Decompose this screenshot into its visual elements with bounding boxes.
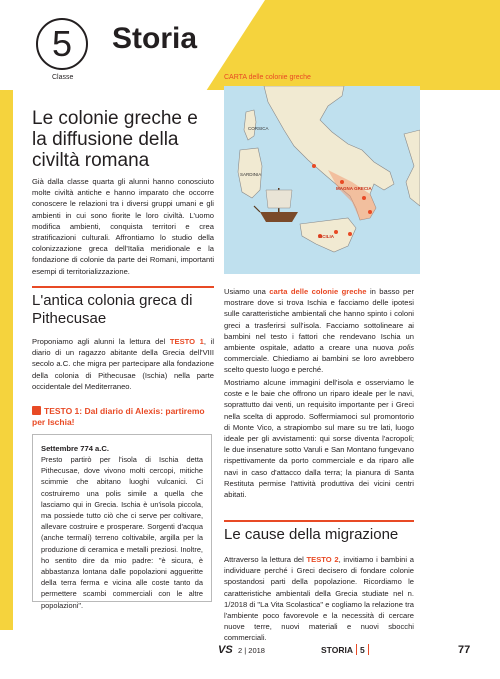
text-span: polis (398, 343, 414, 353)
map-label-sardinia: SARDINIA (240, 172, 262, 177)
text-span: , il diario di un ragazzo abitante della Grecia dell'VIII secolo a.C. che migra per partecipare alla fondazione della colonia di Pithecusae (Ischia) nella parte occidentale del Mediterraneo. (32, 337, 215, 391)
section1-paragraph (32, 336, 214, 392)
section-title-migration: Le cause della migrazione (224, 526, 399, 543)
section-rule (32, 286, 214, 288)
footer-logo: VS (218, 644, 233, 656)
map-colony-dot (340, 180, 344, 184)
testo1-label (32, 406, 212, 428)
testo2-reference: TESTO 2 (306, 555, 339, 564)
text-span: commerciale. Chiediamo ai bambini se loro avrebbero scelto questo luogo e perché. (224, 354, 414, 375)
map-colony-dot (348, 232, 352, 236)
map-caption: CARTA delle colonie greche (224, 74, 311, 81)
text-span: , invitiamo i bambini a individuare perché i Greci decisero di fondare colonie spostandosi parti della popolazione. Ricordiamo le caratteristiche ambientali della Grecia studiate nel n. 1/2018 di "La Vita Scolastica" e cogliamo la relazione tra l'ambiente poco favorevole e la necessità di cercare nuove terre, nuovi materiali e nuovi sbocchi commerciali. (224, 555, 414, 643)
testo1-reference: TESTO 1 (169, 337, 204, 346)
section-title-pithecusae: L'antica colonia greca di Pithecusae (32, 292, 193, 327)
map-colony-dot (312, 164, 316, 168)
map-label-sicilia: SICILIA (318, 234, 335, 239)
footer-separator (356, 644, 357, 655)
map-colony-dot (334, 230, 338, 234)
map-reference: carta delle colonie greche (269, 287, 367, 296)
right-paragraph-1 (224, 286, 414, 376)
class-number-badge: 5 (36, 18, 88, 70)
section-rule (224, 520, 414, 522)
text-span: Attraverso la lettura del (224, 555, 307, 564)
footer-issue: 2 | 2018 (238, 646, 265, 655)
document-icon (32, 406, 41, 415)
testo1-date: Settembre 774 a.C. (41, 444, 109, 453)
page-number: 77 (458, 644, 471, 656)
footer-subject: STORIA (321, 645, 353, 655)
article-title: Le colonie greche e la diffusione della civiltà romana (32, 108, 198, 171)
text-span: Proponiamo agli alunni la lettura del (32, 337, 170, 346)
footer-separator (368, 644, 369, 655)
footer-class: 5 (360, 645, 365, 655)
right-paragraph-2: Mostriamo alcune immagini dell'isola e osserviamo le coste e le baie che offrono un riparo ideale per le navi, soprattutto dai venti, un requisito importante per i Greci nella scelta di approdo. Soffermiamoci sul promontorio di Monte Vico, a strapiombo sul mare su tre lati, luogo ideale per gli avvistamenti: qui sorse diventa l'acropoli; le due insenature sotto Varuli e San Montano fungevano rispettivamente da porto commerciale e da riparo alle navi in caso d'attacco dalla terra; la pianura di Santa Restituta permise l'attività produttiva dei vicini centri abitati. (224, 378, 414, 500)
text-span: Usiamo una (224, 287, 270, 296)
map-label-corsica: CORSICA (248, 126, 269, 131)
text-span: in basso per mostrare dove si trova Ischia e facciamo delle ipotesi sulle caratteristiche ambientali che hanno spinto i coloni greci a trasferirsi sull'isola. Facciamo sottolineare ai bambini nel testo i fattori che rendevano Ischia un ambiente ospitale, adatto a creare una nuova (224, 287, 414, 353)
testo1-body: Presto partirò per l'isola di Ischia detta Pithecusae, dove vivono molti cercopi, mitiche scimmie che abitano luoghi vulcanici. Ci costruiremo una polis simile a quella che lasciamo qui in Grecia. Ischia è un'isola piccola, ma possiede tutto ciò che ci serve per coltivare, allevare costruire e prosperare. Sorgenti d'acqua (anche termali) terreno coltivabile, argilla per la produzione di ceramica e metalli preziosi. Inoltre, ho sentito dire da mio padre: "è sicura, è abbastanza lontana dalle popolazioni aggueritte della terra ferma e vicina alle coste tanto da permettere scambi commerciali con le altre popolazioni". (41, 455, 203, 610)
testo1-box (32, 434, 212, 610)
greek-colonies-map (224, 86, 420, 274)
map-colony-dot (362, 196, 366, 200)
class-label: Classe (52, 74, 74, 81)
intro-paragraph: Già dalla classe quarta gli alunni hanno conosciuto molte civiltà antiche e hanno imparato che occorre conoscere le relazioni tra i diversi gruppi umani e gli ambienti in cui sono fiorite le loro civiltà. L'uomo modifica ambienti, conquista territori e crea stratificazioni culturali. Affrontiamo lo studio della colonizzazione greca dell'Italia meridionale e la fondazione di colonie da parte dei Romani, importanti esempi di territorializzazione. (32, 177, 214, 276)
left-accent-bar (0, 90, 13, 630)
subject-title: Storia (112, 22, 198, 55)
map-label-magna-grecia: MAGNA GRECIA (336, 186, 372, 191)
testo1-label-text: TESTO 1: Dal diario di Alexis: partiremo per Ischia! (32, 406, 205, 427)
section2-paragraph (224, 554, 414, 644)
map-colony-dot (368, 210, 372, 214)
